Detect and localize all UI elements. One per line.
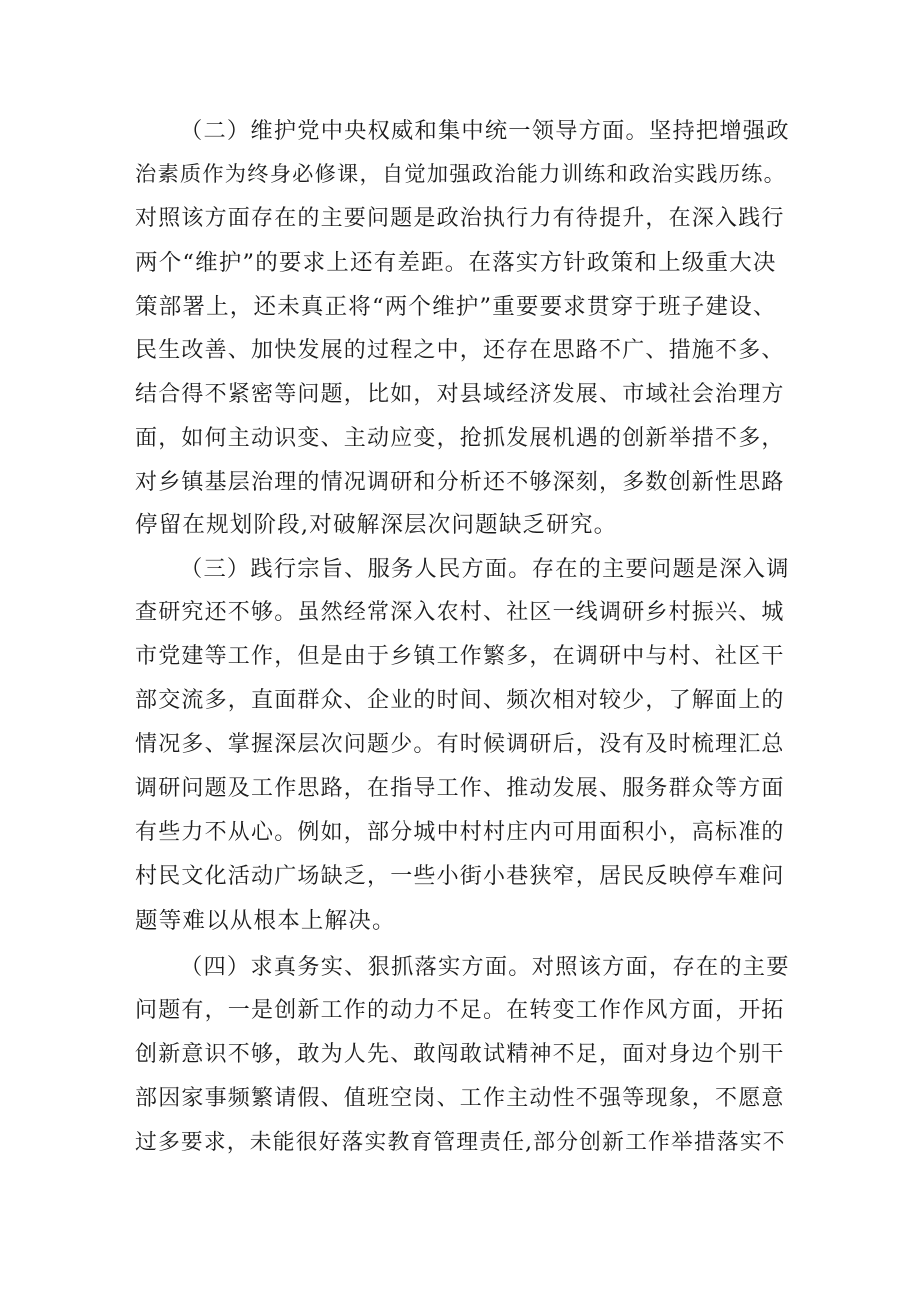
text-line: 查研究还不够。虽然经常深入农村、社区一线调研乡村振兴、城 [135,600,785,625]
text-line: 有些力不从心。例如，部分城中村村庄内可用面积小，高标准的 [135,820,785,845]
text-line: 创新意识不够，敢为人先、敢闯敢试精神不足，面对身边个别干 [135,1042,785,1067]
text-line: 两个“维护”的要求上还有差距。在落实方针政策和上级重大决 [135,250,777,276]
text-line: 对照该方面存在的主要问题是政治执行力有待提升，在深入践行 [135,206,785,231]
text-line: 过多要求，未能很好落实教育管理责任,部分创新工作举措落实不 [135,1130,786,1155]
text-line: 策部署上，还未真正将“两个维护”重要要求贯穿于班子建设、 [135,294,777,320]
text-line: 部因家事频繁请假、值班空岗、工作主动性不强等现象，不愿意 [135,1086,785,1111]
text-line: （四）求真务实、狠抓落实方面。对照该方面，存在的主要 [180,954,790,980]
text-line: 调研问题及工作思路，在指导工作、推动发展、服务群众等方面 [135,776,785,801]
text-line: 民生改善、加快发展的过程之中，还存在思路不广、措施不多、 [135,338,785,363]
text-line: 对乡镇基层治理的情况调研和分析还不够深刻，多数创新性思路 [135,470,785,495]
text-line: （三）践行宗旨、服务人民方面。存在的主要问题是深入调 [180,556,790,582]
text-line: 村民文化活动广场缺乏，一些小街小巷狭窄，居民反映停车难问 [135,864,785,889]
text-line: 面，如何主动识变、主动应变，抢抓发展机遇的创新举措不多， [135,426,785,451]
text-line: 题等难以从根本上解决。 [135,908,396,934]
text-line: 治素质作为终身必修课，自觉加强政治能力训练和政治实践历练。 [135,162,787,187]
text-line: （二）维护党中央权威和集中统一领导方面。坚持把增强政 [180,118,790,144]
text-line: 情况多、掌握深层次问题少。有时候调研后，没有及时梳理汇总 [135,732,785,757]
text-line: 部交流多，直面群众、企业的时间、频次相对较少，了解面上的 [135,688,785,713]
text-line: 市党建等工作，但是由于乡镇工作繁多，在调研中与村、社区干 [135,644,785,669]
text-line: 结合得不紧密等问题，比如，对县域经济发展、市域社会治理方 [135,382,785,407]
text-line: 问题有，一是创新工作的动力不足。在转变工作作风方面，开拓 [135,998,785,1023]
text-line: 停留在规划阶段,对破解深层次问题缺乏研究。 [135,512,618,538]
